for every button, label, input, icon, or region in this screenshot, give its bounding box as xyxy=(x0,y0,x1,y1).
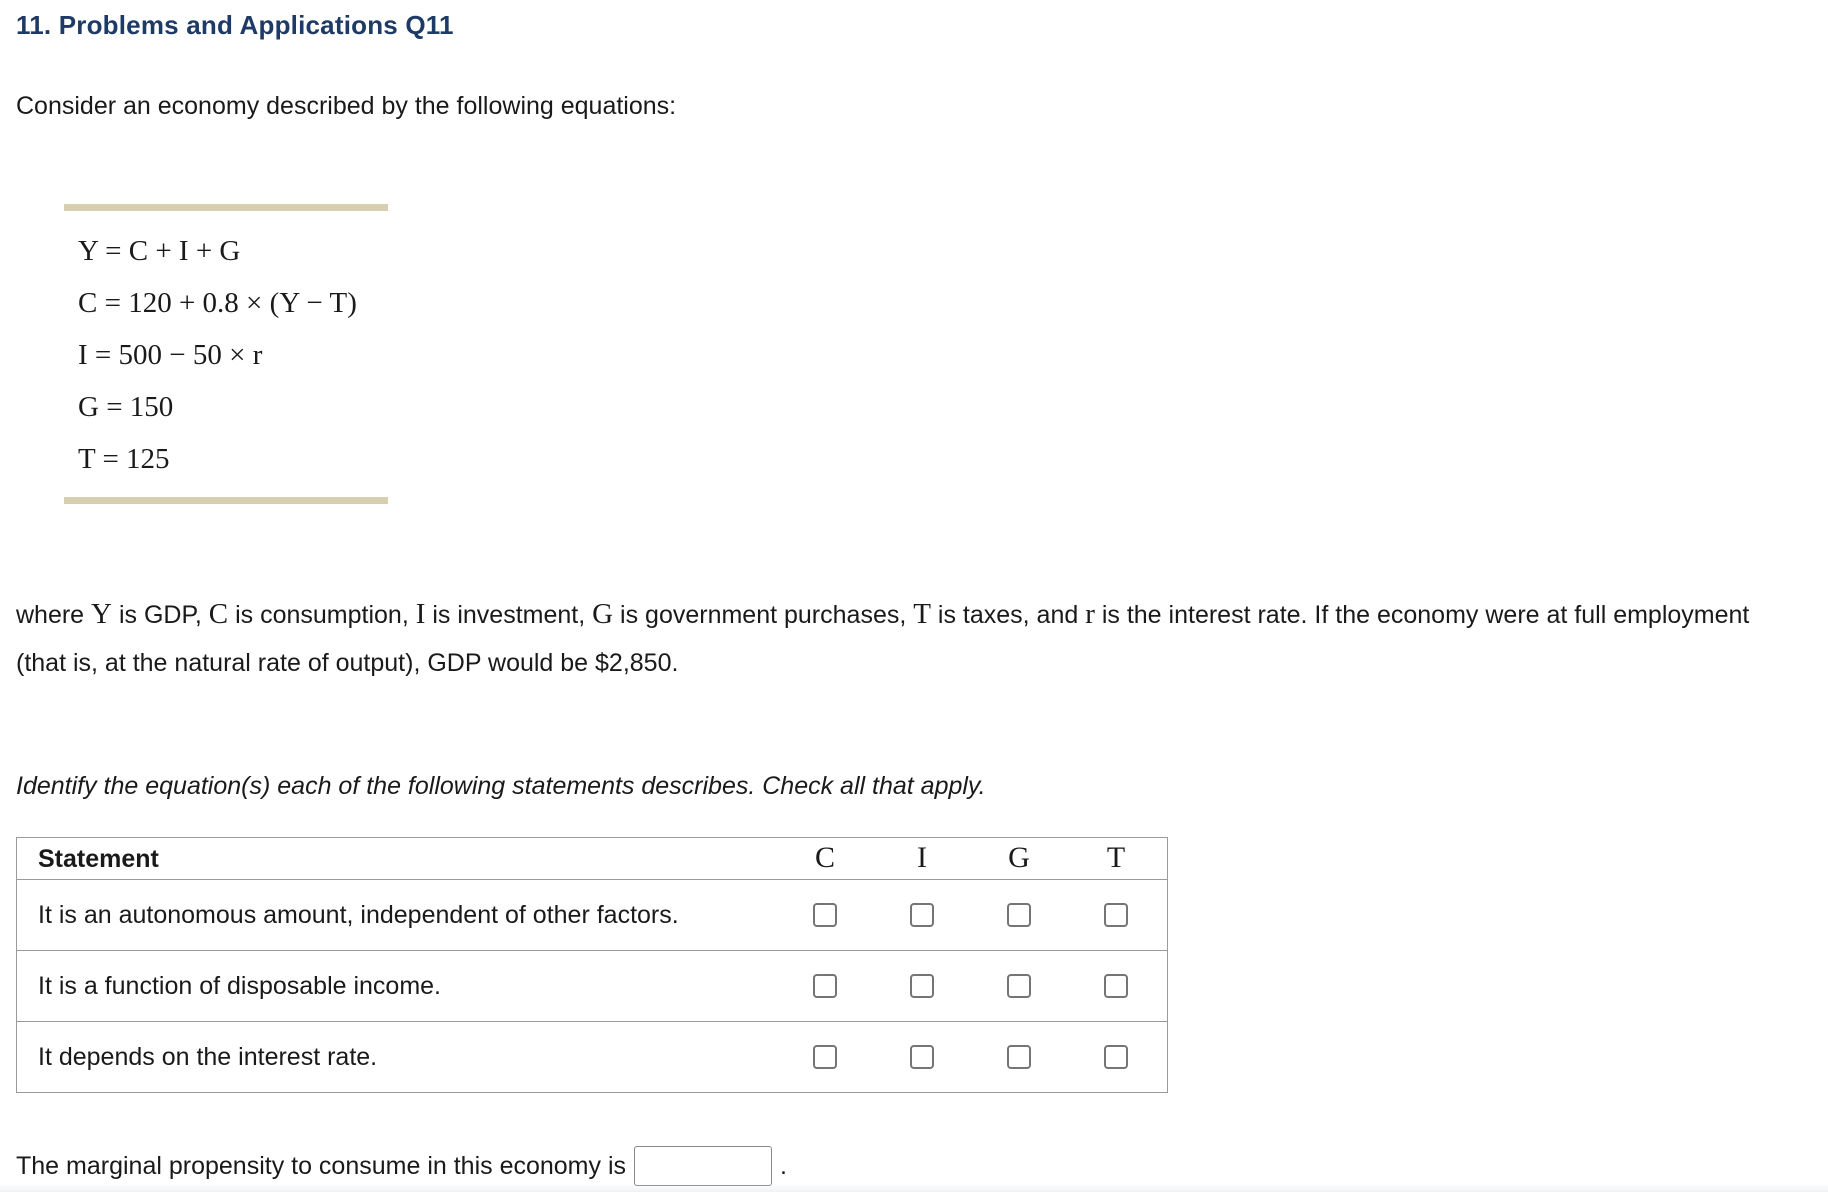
checkbox-row1-c[interactable] xyxy=(813,903,837,927)
var-g: G xyxy=(592,598,614,630)
checkbox-row1-i[interactable] xyxy=(910,903,934,927)
checkbox-row2-t[interactable] xyxy=(1104,974,1128,998)
equation-y: Y = C + I + G xyxy=(78,235,241,267)
checkbox-row3-i[interactable] xyxy=(910,1045,934,1069)
desc-text: is government purchases, xyxy=(613,601,914,629)
checkbox-row3-g[interactable] xyxy=(1007,1045,1031,1069)
equation-t: T = 125 xyxy=(78,443,170,475)
description-paragraph xyxy=(16,590,1806,687)
mpc-question xyxy=(16,1146,787,1186)
equations-box xyxy=(64,204,388,504)
column-header-t: T xyxy=(1106,841,1126,874)
desc-text: is the interest rate. If the economy were at full employment (that is, at the natural rate of output), GDP would be $2,850. xyxy=(16,601,1750,677)
equation-g: G = 150 xyxy=(78,391,174,423)
checkbox-row3-t[interactable] xyxy=(1104,1045,1128,1069)
desc-text: is GDP, xyxy=(112,601,209,629)
var-r: r xyxy=(1085,598,1095,630)
table-row xyxy=(17,880,1167,951)
desc-text: is investment, xyxy=(425,601,593,629)
statement-text: It is an autonomous amount, independent of other factors. xyxy=(38,901,679,929)
statement-text: It is a function of disposable income. xyxy=(38,972,442,1000)
var-i: I xyxy=(415,598,426,630)
column-header-c: C xyxy=(814,841,835,874)
mpc-suffix: . xyxy=(780,1151,787,1180)
bottom-shadow xyxy=(0,1184,1828,1192)
page-title: 11. Problems and Applications Q11 xyxy=(16,10,454,40)
desc-text: where xyxy=(16,601,92,629)
desc-text: is taxes, and xyxy=(930,601,1086,629)
checkbox-row2-c[interactable] xyxy=(813,974,837,998)
statement-table xyxy=(16,837,1168,1093)
checkbox-row2-g[interactable] xyxy=(1007,974,1031,998)
checkbox-row1-g[interactable] xyxy=(1007,903,1031,927)
instruction-text: Identify the equation(s) each of the following statements describes. Check all that apply. xyxy=(16,772,986,800)
var-y: Y xyxy=(91,598,112,630)
table-row xyxy=(17,1022,1167,1092)
column-header-i: I xyxy=(917,841,927,874)
mpc-input[interactable] xyxy=(634,1146,772,1186)
var-c: C xyxy=(208,598,229,630)
equation-i: I = 500 − 50 × r xyxy=(78,339,263,371)
statement-text: It depends on the interest rate. xyxy=(38,1043,378,1071)
column-header-g: G xyxy=(1008,841,1030,874)
equation-c: C = 120 + 0.8 × (Y − T) xyxy=(78,287,357,319)
intro-text: Consider an economy described by the following equations: xyxy=(16,92,677,120)
table-header xyxy=(17,838,1167,880)
statement-header: Statement xyxy=(38,845,159,873)
checkbox-row2-i[interactable] xyxy=(910,974,934,998)
desc-text: is consumption, xyxy=(228,601,416,629)
var-t: T xyxy=(913,598,931,630)
mpc-label: The marginal propensity to consume in this economy is xyxy=(16,1151,627,1180)
checkbox-row3-c[interactable] xyxy=(813,1045,837,1069)
table-row xyxy=(17,951,1167,1022)
checkbox-row1-t[interactable] xyxy=(1104,903,1128,927)
